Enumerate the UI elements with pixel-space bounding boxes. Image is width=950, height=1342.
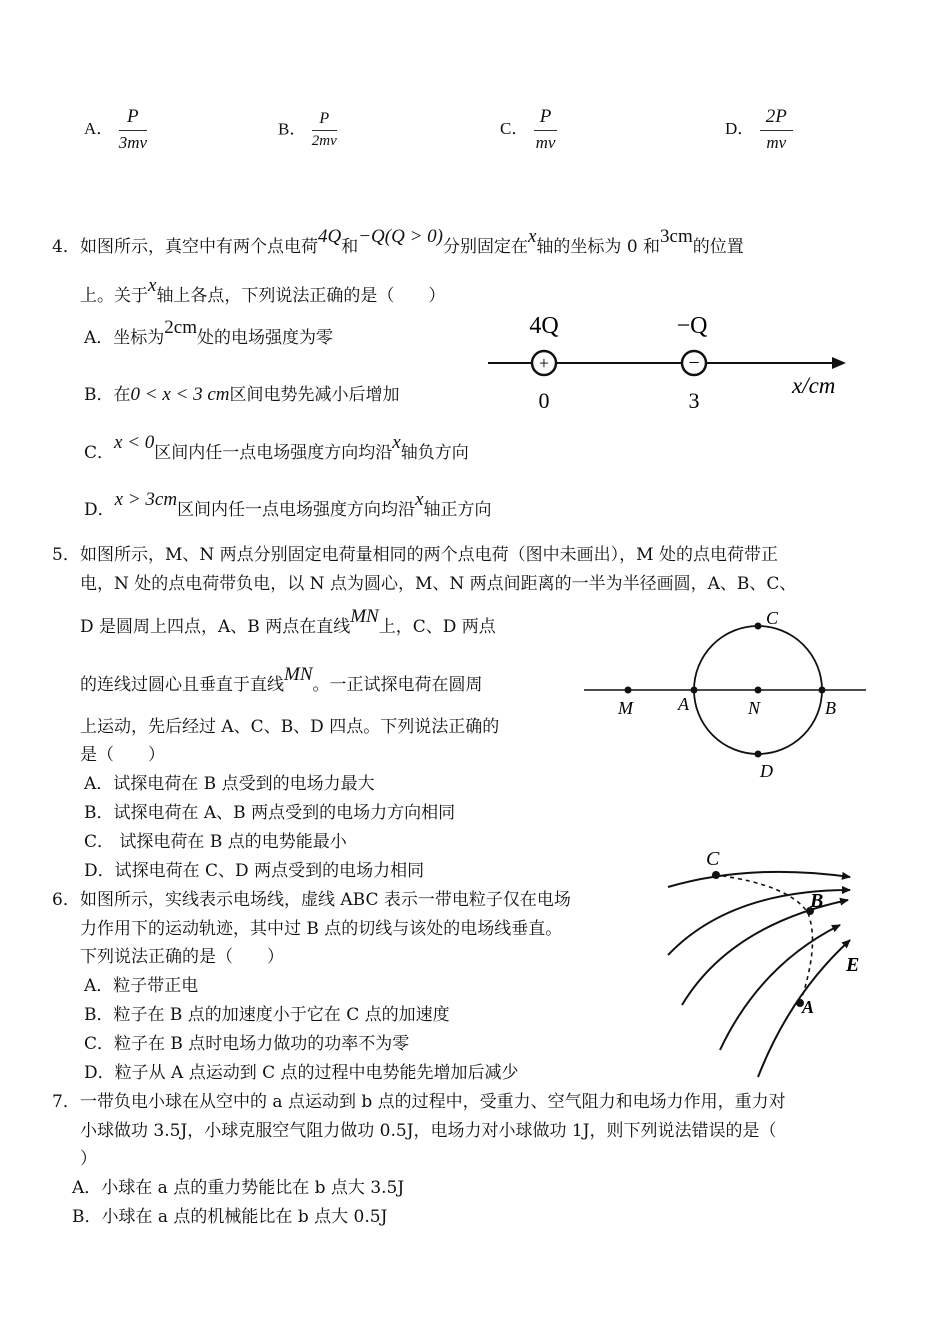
q4-stem-line1: 如图所示，真空中有两个点电荷4Q和−Q(Q > 0)分别固定在x轴的坐标为 0 和3cm的位置 [80, 226, 744, 257]
point-d [755, 751, 762, 758]
q3-option-c: C． $\frac{P}{mv}$ [500, 106, 556, 152]
label-e: E [846, 954, 860, 976]
plus-sign: + [538, 353, 550, 373]
point-c [712, 871, 720, 879]
point-b [819, 687, 826, 694]
point-m [625, 687, 632, 694]
tick-3: 3 [688, 388, 700, 413]
point-a [691, 687, 698, 694]
q4-number: 4． [52, 237, 80, 257]
label-b: B [825, 698, 836, 718]
q5-option-d: D．试探电荷在 C、D 两点受到的电场力相同 [84, 861, 425, 881]
field-line-1 [668, 872, 850, 887]
q6-number: 6． [52, 890, 80, 910]
point-n [755, 687, 762, 694]
q7-line2: 小球做功 3.5J，小球克服空气阻力做功 0.5J，电场力对小球做功 1J，则下列说法错误的是（ [80, 1121, 777, 1141]
q3-option-a: A． $\frac{P}{3mv}$ [84, 106, 148, 152]
label-minus-q: −Q [676, 313, 708, 339]
q5-option-a: A．试探电荷在 B 点受到的电场力最大 [84, 774, 375, 794]
q3-option-c-fraction: $\frac{P}{mv}$ [535, 106, 556, 152]
minus-sign: − [688, 352, 700, 374]
q6-option-d: D．粒子从 A 点运动到 C 点的过程中电势能先增加后减少 [84, 1063, 519, 1083]
q7-number: 7． [52, 1092, 80, 1112]
label-m: M [618, 698, 633, 718]
q5-line5: 上运动，先后经过 A、C、B、D 四点。下列说法正确的 [80, 717, 500, 737]
q5-line3: D 是圆周上四点，A、B 两点在直线MN上，C、D 两点 [80, 606, 496, 637]
q7-option-b: B．小球在 a 点的机械能比在 b 点大 0.5J [72, 1207, 388, 1227]
q6-line3: 下列说法正确的是（ ） [80, 947, 284, 967]
q4-stem-line2: 上。关于x轴上各点，下列说法正确的是（ ） [80, 275, 446, 306]
q6-line1: 如图所示，实线表示电场线，虚线 ABC 表示一带电粒子仅在电场 [80, 890, 571, 910]
label-a: A [802, 997, 815, 1017]
x-axis-arrow-icon [832, 357, 846, 369]
q6-line2: 力作用下的运动轨迹，其中过 B 点的切线与该处的电场线垂直。 [80, 919, 563, 939]
q5-figure [580, 600, 870, 785]
q6-option-b: B．粒子在 B 点的加速度小于它在 C 点的加速度 [84, 1005, 450, 1025]
q4-option-b: B．在0 < x < 3 cm区间电势先减小后增加 [84, 384, 400, 405]
q7-line1: 一带负电小球在从空中的 a 点运动到 b 点的过程中，受重力、空气阻力和电场力作用，重力对 [80, 1092, 786, 1112]
q6-option-a: A．粒子带正电 [84, 976, 199, 996]
label-c: C [706, 848, 720, 870]
q7-option-a: A．小球在 a 点的重力势能比在 b 点大 3.5J [72, 1178, 405, 1198]
tick-0: 0 [538, 388, 550, 413]
q3-option-b: B． $\frac{P}{2mv}$ [278, 110, 337, 149]
label-c: C [766, 608, 779, 628]
q4-option-c: C．x < 0区间内任一点电场强度方向均沿x轴负方向 [84, 432, 469, 463]
q5-line6: 是（ ） [80, 745, 165, 765]
q4-option-a: A．坐标为2cm处的电场强度为零 [84, 317, 333, 348]
q6-option-c: C．粒子在 B 点时电场力做功的功率不为零 [84, 1034, 410, 1054]
q5-option-c: C． 试探电荷在 B 点的电势能最小 [84, 832, 347, 852]
q5-number: 5． [52, 545, 80, 565]
field-line-3 [682, 900, 848, 1005]
q5-option-b: B．试探电荷在 A、B 两点受到的电场力方向相同 [84, 803, 456, 823]
label-4q: 4Q [529, 313, 559, 339]
q6-figure [660, 845, 890, 1080]
q4-option-d: D．x > 3cm区间内任一点电场强度方向均沿x轴正方向 [84, 489, 492, 520]
label-d: D [760, 761, 773, 781]
q5-line4: 的连线过圆心且垂直于直线MN。一正试探电荷在圆周 [80, 664, 483, 695]
label-b: B [810, 890, 824, 912]
q3-option-b-fraction: $\frac{P}{2mv}$ [311, 110, 337, 149]
label-n: N [748, 698, 761, 718]
q3-option-d: D． $\frac{2P}{mv}$ [725, 106, 793, 153]
axis-label: x/cm [792, 373, 836, 398]
point-c [755, 623, 762, 630]
q4-figure [480, 305, 860, 415]
q3-option-d-fraction: $\frac{2P}{mv}$ [760, 106, 793, 153]
q5-line2: 电，N 处的点电荷带负电，以 N 点为圆心，M、N 两点间距离的一半为半径画圆，A、B、C、 [80, 574, 797, 594]
q7-line3: ） [80, 1149, 97, 1169]
q3-option-a-fraction: $\frac{P}{3mv}$ [118, 106, 148, 152]
label-a: A [678, 694, 689, 714]
q5-line1: 如图所示，M、N 两点分别固定电荷量相同的两个点电荷（图中未画出），M 处的点电荷带正 [80, 545, 778, 565]
